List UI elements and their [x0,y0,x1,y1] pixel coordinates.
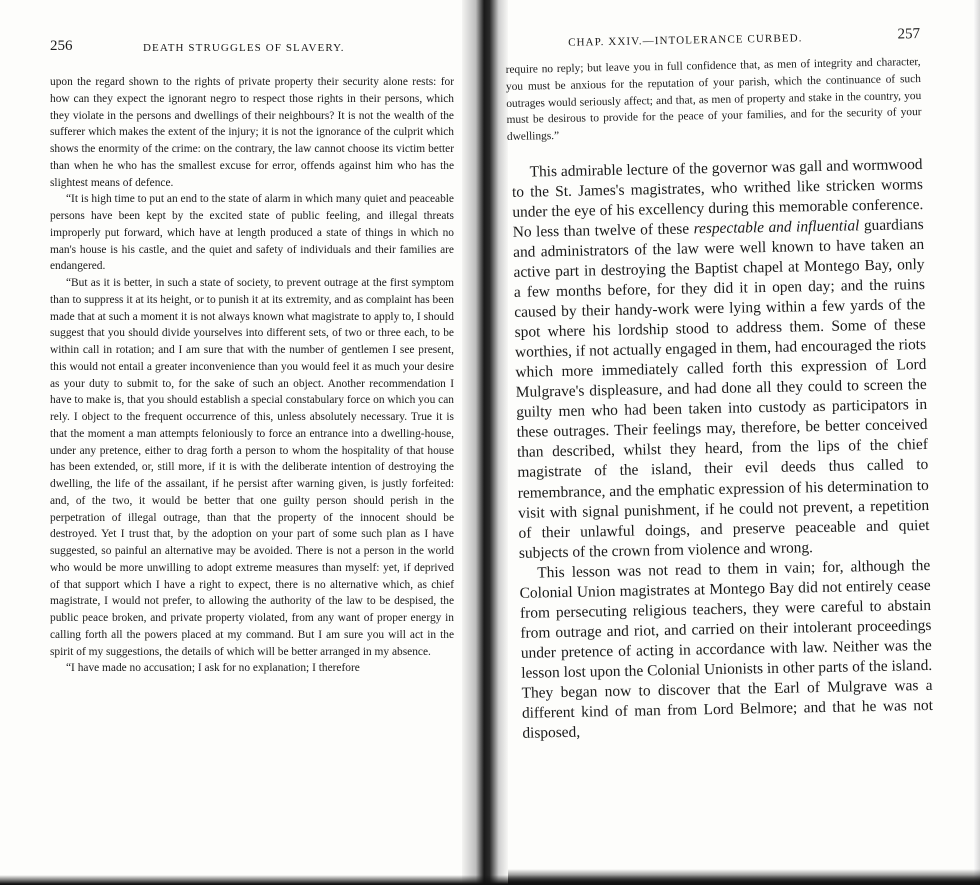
left-paragraph: upon the regard shown to the rights of private property their security alone rests: for how can they expect the ignorant negro to respect those rights in their persons, which they violate in the persons and dwellings of their neighbours? It is not the wealth of the sufferer which makes the extent of the injury; it is not the ignorance of the culprit which shows the enormity of the crime: on the contrary, the law cannot choose its victim better than when he who has the smallest excuse for error, offends against him who has the slightest means of defence. [50,76,454,189]
right-paragraph-1 [511,155,930,564]
left-running-head [50,40,454,60]
left-paragraph: “But as it is better, in such a state of society, to prevent outrage at the first symptom than to suppress it at its height, or to punish it at its extremity, and as complaint has been made that at such a moment it is not always known what magistrate to apply to, I should suggest that you should divide yourselves into different sets, of two or three each, to be within call in rotation; and I am sure that with the number of gentlemen I see present, this would not entail a greater inconvenience than you would feel it as much your desire as your duty to submit to, for the sake of such an object. Another recommendation I have to make is, that you should establish a special constabulary force on which you can rely. I object to the frequent occurrence of this, unless absolutely necessary. True it is that the moment a man attempts feloniously to force an entrance into a dwelling-house, under any pretence, either to drag forth a person to whom the hospitality of that house has been extended, or, still more, if it is with the deliberate intention of destroying the dwelling, the life of the assailant, if he persist after warning given, is justly forfeited: and, of the two, it would be better that one guilty person should perish in the perpetration of illegal outrage, than that the property of the innocent should be destroyed. Yet I trust that, by the adoption on your part of some such plan as I have suggested, so painful an alternative may be avoided. There is not a person in the world who would be more unwilling to adopt extreme measures than myself: yet, if deprived of that support which I have a right to expect, there is no alternative which, as chief magistrate, I would not prefer, to allowing the authority of the law to be despised, the public peace broken, and private property violated, from any want of proper energy in calling forth all the powers placed at my command. But I am sure you will act in the spirit of my suggestions, the details of which will be better arranged in my absence. [50,277,454,658]
left-page-number: 256 [50,38,73,54]
right-paragraph-2: This lesson was not read to them in vain; for, although the Colonial Union magistrates at Montego Bay did not entirely cease from persecuting religious teachers, they were careful to abstain from outrage and riot, and carried on their intolerant proceedings under pretence of acting in accordance with law. Neither was the lesson lost upon the Colonial Unionists in other parts of the island. They began now to discover that the Earl of Mulgrave was a different kind of man from Lord Belmore; and that he was not disposed, [519,556,934,742]
right-running-head [505,28,920,56]
right-page-body [507,155,933,744]
right-page-number: 257 [897,26,921,43]
right-quote-block [505,54,922,146]
book-gutter [462,0,508,885]
p1-text-a: This admirable lecture of the governor was gall and wormwood to the St. James's magistrates, who writhed like stricken worms under the eye of his excellency during this memorable conference. No less than twelve of these [511,155,924,241]
left-page [50,40,454,677]
left-running-title: DEATH STRUGGLES OF SLAVERY. [143,42,345,54]
left-paragraph: “I have made no accusation; I ask for no explanation; I therefore [66,662,360,675]
right-page [505,28,934,744]
right-quote-paragraph: require no reply; but leave you in full confidence that, as men of integrity and character, you must be anxious for the reputation of your parish, which the continuance of such outrages would seriously affect; and that, as men of property and stake in the country, you must be desirous to provide for the peace of your families, and for the security of your dwellings.” [505,56,922,143]
left-paragraph: “It is high time to put an end to the state of alarm in which many quiet and peaceable persons have been kept by the excited state of public feeling, and illegal threats improperly put forward, which have at length produced a state of things in which no man's house is his castle, and the quiet and safety of individuals and their families are endangered. [50,193,454,273]
p1-italic-phrase: respectable and influential [693,217,860,238]
p1-text-b: guardians and administrators of the law were well known to have taken an active part in destroying the Baptist chapel at Montego Bay, only a few months before, for they did it in open day; and the ruins caused by their handy-work were lying within a few yards of the spot where his lordship stood to address them. Some of these worthies, if not actually engaged in them, had encouraged the riots which more immediately called forth this expression of Lord Mulgrave's displeasure, and had done all they could to screen the guilty men who had been taken into custody as participators in these outrages. Their feelings may, therefore, be better conceived than described, whilst they heard, from the lips of the chief magistrate of the island, their evil deeds thus called to remembrance, and the emphatic expression of his determination to visit with signal punishment, if he could not prevent, a repetition of their unlawful doings, and preserve peaceable and quiet subjects of the crown from violence and wrong. [512,215,930,562]
left-page-body [50,74,454,677]
page-edge [974,0,980,885]
right-running-title: CHAP. XXIV.—INTOLERANCE CURBED. [568,32,803,49]
bottom-shadow-right [508,869,980,885]
